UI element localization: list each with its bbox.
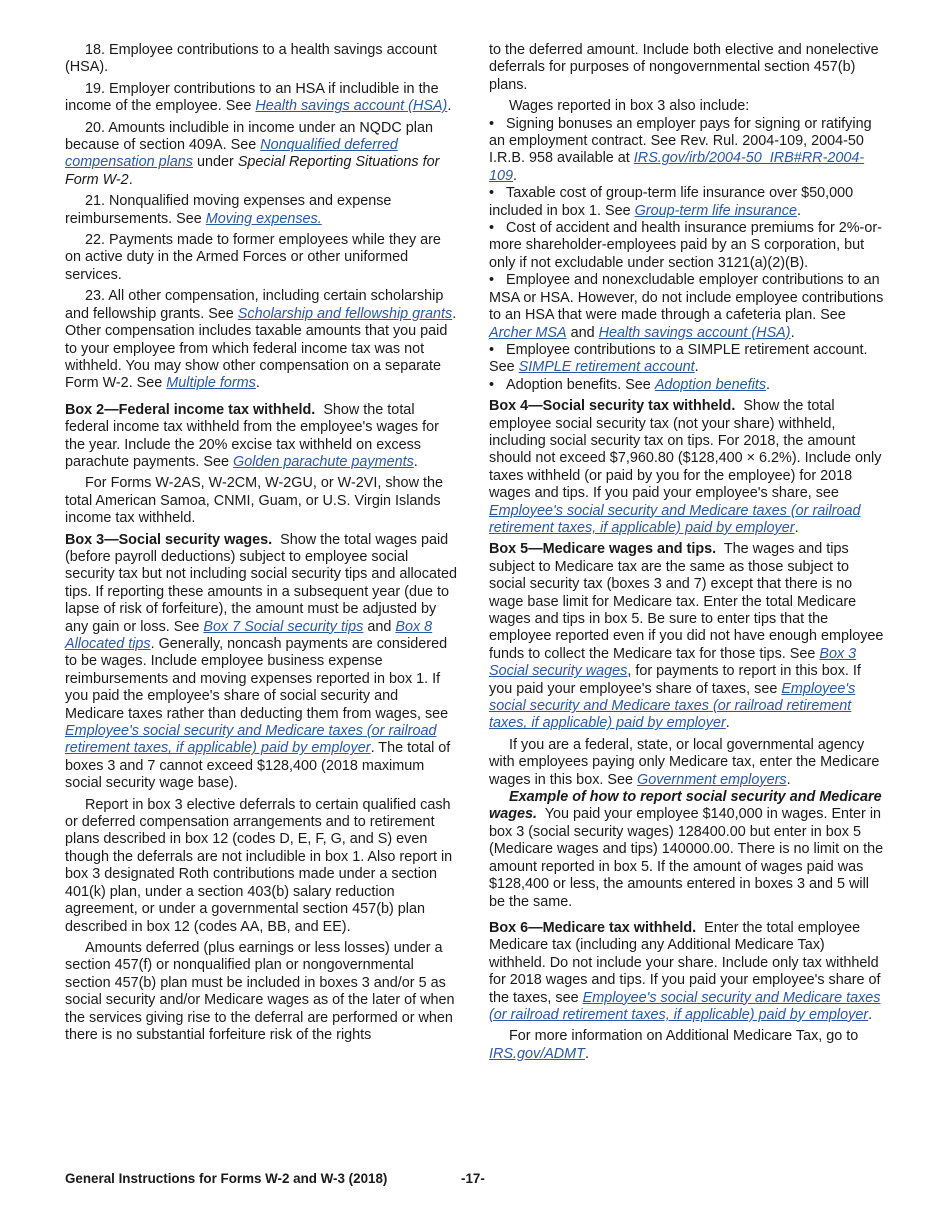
right-column	[489, 42, 884, 1067]
employer-paid-taxes-link[interactable]: Employee's social security and Medicare taxes (or railroad retirement taxes, if applicable) paid by employer	[489, 502, 861, 536]
bullet-adoption: • Adoption benefits. See Adoption benefits.	[489, 376, 771, 393]
item-21: 21. Nonqualified moving expenses and expense reimbursements. See Moving expenses.	[65, 193, 392, 227]
hsa-link-2[interactable]: Health savings account (HSA)	[598, 324, 791, 341]
bullet-group-term-life: • Taxable cost of group-term life insurance over $50,000 included in box 1. See Group-term life insurance.	[489, 185, 854, 219]
bullet-icon: •	[489, 272, 495, 289]
left-column	[65, 42, 460, 1048]
bullet-icon: •	[489, 376, 495, 393]
employer-paid-taxes-link[interactable]: Employee's social security and Medicare taxes (or railroad retirement taxes, if applicable) paid by employer	[65, 723, 437, 757]
box3-457-paragraph: Amounts deferred (plus earnings or less losses) under a section 457(f) or nonqualified plan or nongovernmental section 457(b) plan must be included in boxes 3 and/or 5 as social security and/or Medicare wages as of the later of when the services giving rise to the deferral are performed or when there is no substantial forfeiture risk of the rights	[65, 939, 455, 1043]
item-18: 18. Employee contributions to a health savings account (HSA).	[65, 42, 437, 76]
government-employers-link[interactable]: Government employers	[637, 771, 787, 788]
scholarship-grants-link[interactable]: Scholarship and fellowship grants	[237, 305, 453, 322]
nqdc-plans-link[interactable]: Nonqualified deferred compensation plans	[65, 137, 398, 171]
example-section: Example of how to report social security and Medicare wages. You paid your employee $140,000 in wages. Enter in box 3 (social security wages) 128400.00 but enter in box 5 (Medicare wages and tips) 140000.00. There is no limit on the amount reported in box 5. If the amount of wages paid was $128,400 or less, the amounts entered in boxes 3 and 5 will be the same.	[489, 789, 884, 910]
archer-msa-link[interactable]: Archer MSA	[489, 324, 567, 341]
box3-heading: Box 3—Social security wages.	[65, 531, 273, 548]
box8-tips-link[interactable]: Box 8 Allocated tips	[65, 618, 433, 652]
bullet-msa-hsa: • Employee and nonexcludable employer contributions to an MSA or HSA. However, do not include employee contributions to an HSA that were made through a cafeteria plan. See Archer MSA and Health savings account (HSA).	[489, 272, 884, 341]
box3-continuation: to the deferred amount. Include both elective and nonelective deferrals for purposes of nongovernmental section 457(b) plans.	[489, 42, 879, 93]
employer-paid-taxes-link[interactable]: Employee's social security and Medicare taxes (or railroad retirement taxes, if applicable) paid by employer	[489, 680, 856, 732]
box6-section: Box 6—Medicare tax withheld. Enter the total employee Medicare tax (including any Additional Medicare Tax) withheld. Do not include your share. Include only tax withheld for 2018 wages and tips. If you paid your employee's share of the taxes, see Employee's social security and Medicare taxes (or railroad retirement taxes, if applicable) paid by employer.	[489, 919, 881, 1023]
item-20: 20. Amounts includible in income under an NQDC plan because of section 409A. See Nonqualified deferred compensation plans under Special Reporting Situations for Form W-2.	[65, 119, 440, 188]
group-term-life-link[interactable]: Group-term life insurance	[634, 202, 797, 219]
bullet-icon: •	[489, 341, 495, 358]
box4-heading: Box 4—Social security tax withheld.	[489, 398, 736, 415]
additional-medicare-paragraph: For more information on Additional Medicare Tax, go to IRS.gov/ADMT.	[489, 1028, 859, 1062]
bullet-icon: •	[489, 220, 495, 237]
box2-territories-paragraph: For Forms W-2AS, W-2CM, W-2GU, or W-2VI, show the total American Samoa, CNMI, Guam, or U.S. Virgin Islands income tax withheld.	[65, 475, 443, 527]
box3-section: Box 3—Social security wages. Show the total wages paid (before payroll deductions) subject to employee social security tax but not including social security tips and allocated tips. If reporting these amounts in a subsequent year (due to lapse of risk of forfeiture), the amount must be adjusted by any gain or loss. See Box 7 Social security tips and Box 8 Allocated tips. Generally, noncash payments are considered to be wages. Include employee business expense reimbursements and moving expenses reported in box 1. If you paid the employee's share of social security and Medicare taxes rather than deducting them from wages, see Employee's social security and Medicare taxes (or railroad retirement taxes, if applicable) paid by employer. The total of boxes 3 and 7 cannot exceed $128,400 (2018 maximum social security wage base).	[65, 531, 457, 792]
hsa-link[interactable]: Health savings account (HSA)	[255, 98, 448, 115]
bullet-simple: • Employee contributions to a SIMPLE retirement account. See SIMPLE retirement account.	[489, 341, 868, 376]
box3-wages-link[interactable]: Box 3 Social security wages	[489, 645, 857, 680]
golden-parachute-link[interactable]: Golden parachute payments	[233, 453, 414, 470]
bullet-signing-bonuses: • Signing bonuses an employer pays for signing or ratifying an employment contract. See Rev. Rul. 2004-109, 2004-50 I.R.B. 958 available at IRS.gov/irb/2004-50_IRB#RR-2004-109.	[489, 115, 872, 184]
footer-title: General Instructions for Forms W-2 and W-3 (2018)	[65, 1171, 388, 1186]
employer-paid-taxes-link[interactable]: Employee's social security and Medicare taxes (or railroad retirement taxes, if applicable) paid by employer	[489, 989, 881, 1023]
bullet-icon: •	[489, 115, 495, 132]
box5-government-paragraph: If you are a federal, state, or local governmental agency with employees paying only Medicare tax, enter the Medicare wages in this box. See Government employers.	[489, 736, 880, 788]
rev-rul-link[interactable]: IRS.gov/irb/2004-50_IRB#RR-2004-109	[489, 150, 865, 184]
item-19: 19. Employer contributions to an HSA if includible in the income of the employee. See Health savings account (HSA).	[65, 80, 452, 115]
moving-expenses-link[interactable]: Moving expenses.	[205, 210, 322, 227]
multiple-forms-link[interactable]: Multiple forms	[166, 375, 256, 392]
box4-section: Box 4—Social security tax withheld. Show the total employee social security tax (not your share) withheld, including social security tax on tips. For 2018, the amount should not exceed $7,960.80 ($128,400 × 6.2%). Include only taxes withheld (or paid by you for the employee) for 2018 wages and tips. If you paid your employee's share, see Employee's social security and Medicare taxes (or railroad retirement taxes, if applicable) paid by employer.	[489, 398, 882, 536]
page-number: -17-	[461, 1171, 485, 1186]
bullet-icon: •	[489, 185, 495, 202]
example-heading: Example of how to report social security and Medicare wages.	[489, 789, 882, 823]
box3-deferrals-paragraph: Report in box 3 elective deferrals to certain qualified cash or deferred compensation arrangements and to retirement plans described in box 12 (codes D, E, F, G, and S) even though the deferrals are not includible in box 1. Also report in box 3 designated Roth contributions made under a section 401(k) plan, under a section 403(b) salary reduction agreement, or under a governmental section 457(b) plan described in box 12 (codes AA, BB, and EE).	[65, 796, 453, 935]
irs-admt-link[interactable]: IRS.gov/ADMT	[489, 1045, 585, 1062]
item-22: 22. Payments made to former employees while they are on active duty in the Armed Forces or other uniformed services.	[65, 232, 441, 283]
bullet-health-premiums: • Cost of accident and health insurance premiums for 2%-or-more shareholder-employees paid by an S corporation, but only if not excludable under section 3121(a)(2)(B).	[489, 220, 882, 271]
adoption-benefits-link[interactable]: Adoption benefits	[654, 376, 767, 393]
box2-section: Box 2—Federal income tax withheld. Show the total federal income tax withheld from the employee's wages for the year. Include the 20% excise tax withheld on excess parachute payments. See Golden parachute payments.	[65, 401, 439, 470]
box2-heading: Box 2—Federal income tax withheld.	[65, 401, 316, 418]
box6-heading: Box 6—Medicare tax withheld.	[489, 919, 697, 936]
simple-account-link[interactable]: SIMPLE retirement account	[518, 359, 695, 376]
box7-tips-link[interactable]: Box 7 Social security tips	[203, 618, 364, 635]
wages-intro: Wages reported in box 3 also include:	[509, 98, 750, 115]
page-footer	[65, 1170, 885, 1187]
box5-heading: Box 5—Medicare wages and tips.	[489, 541, 717, 558]
box5-section: Box 5—Medicare wages and tips. The wages and tips subject to Medicare tax are the same as those subject to social security tax (boxes 3 and 7) except that there is no wage base limit for Medicare tax. Enter the total Medicare wages and tips in box 5. Be sure to enter tips that the employee reported even if you did not have enough employee funds to collect the Medicare tax for those tips. See Box 3 Social security wages, for payments to report in this box. If you paid your employee's share of taxes, see Employee's social security and Medicare taxes (or railroad retirement taxes, if applicable) paid by employer.	[489, 541, 884, 732]
item-23: 23. All other compensation, including certain scholarship and fellowship grants. See Scholarship and fellowship grants. Other compensation includes taxable amounts that you paid to your employee from which federal income tax was not withheld. You may show other compensation on a separate Form W-2. See Multiple forms.	[65, 288, 457, 392]
